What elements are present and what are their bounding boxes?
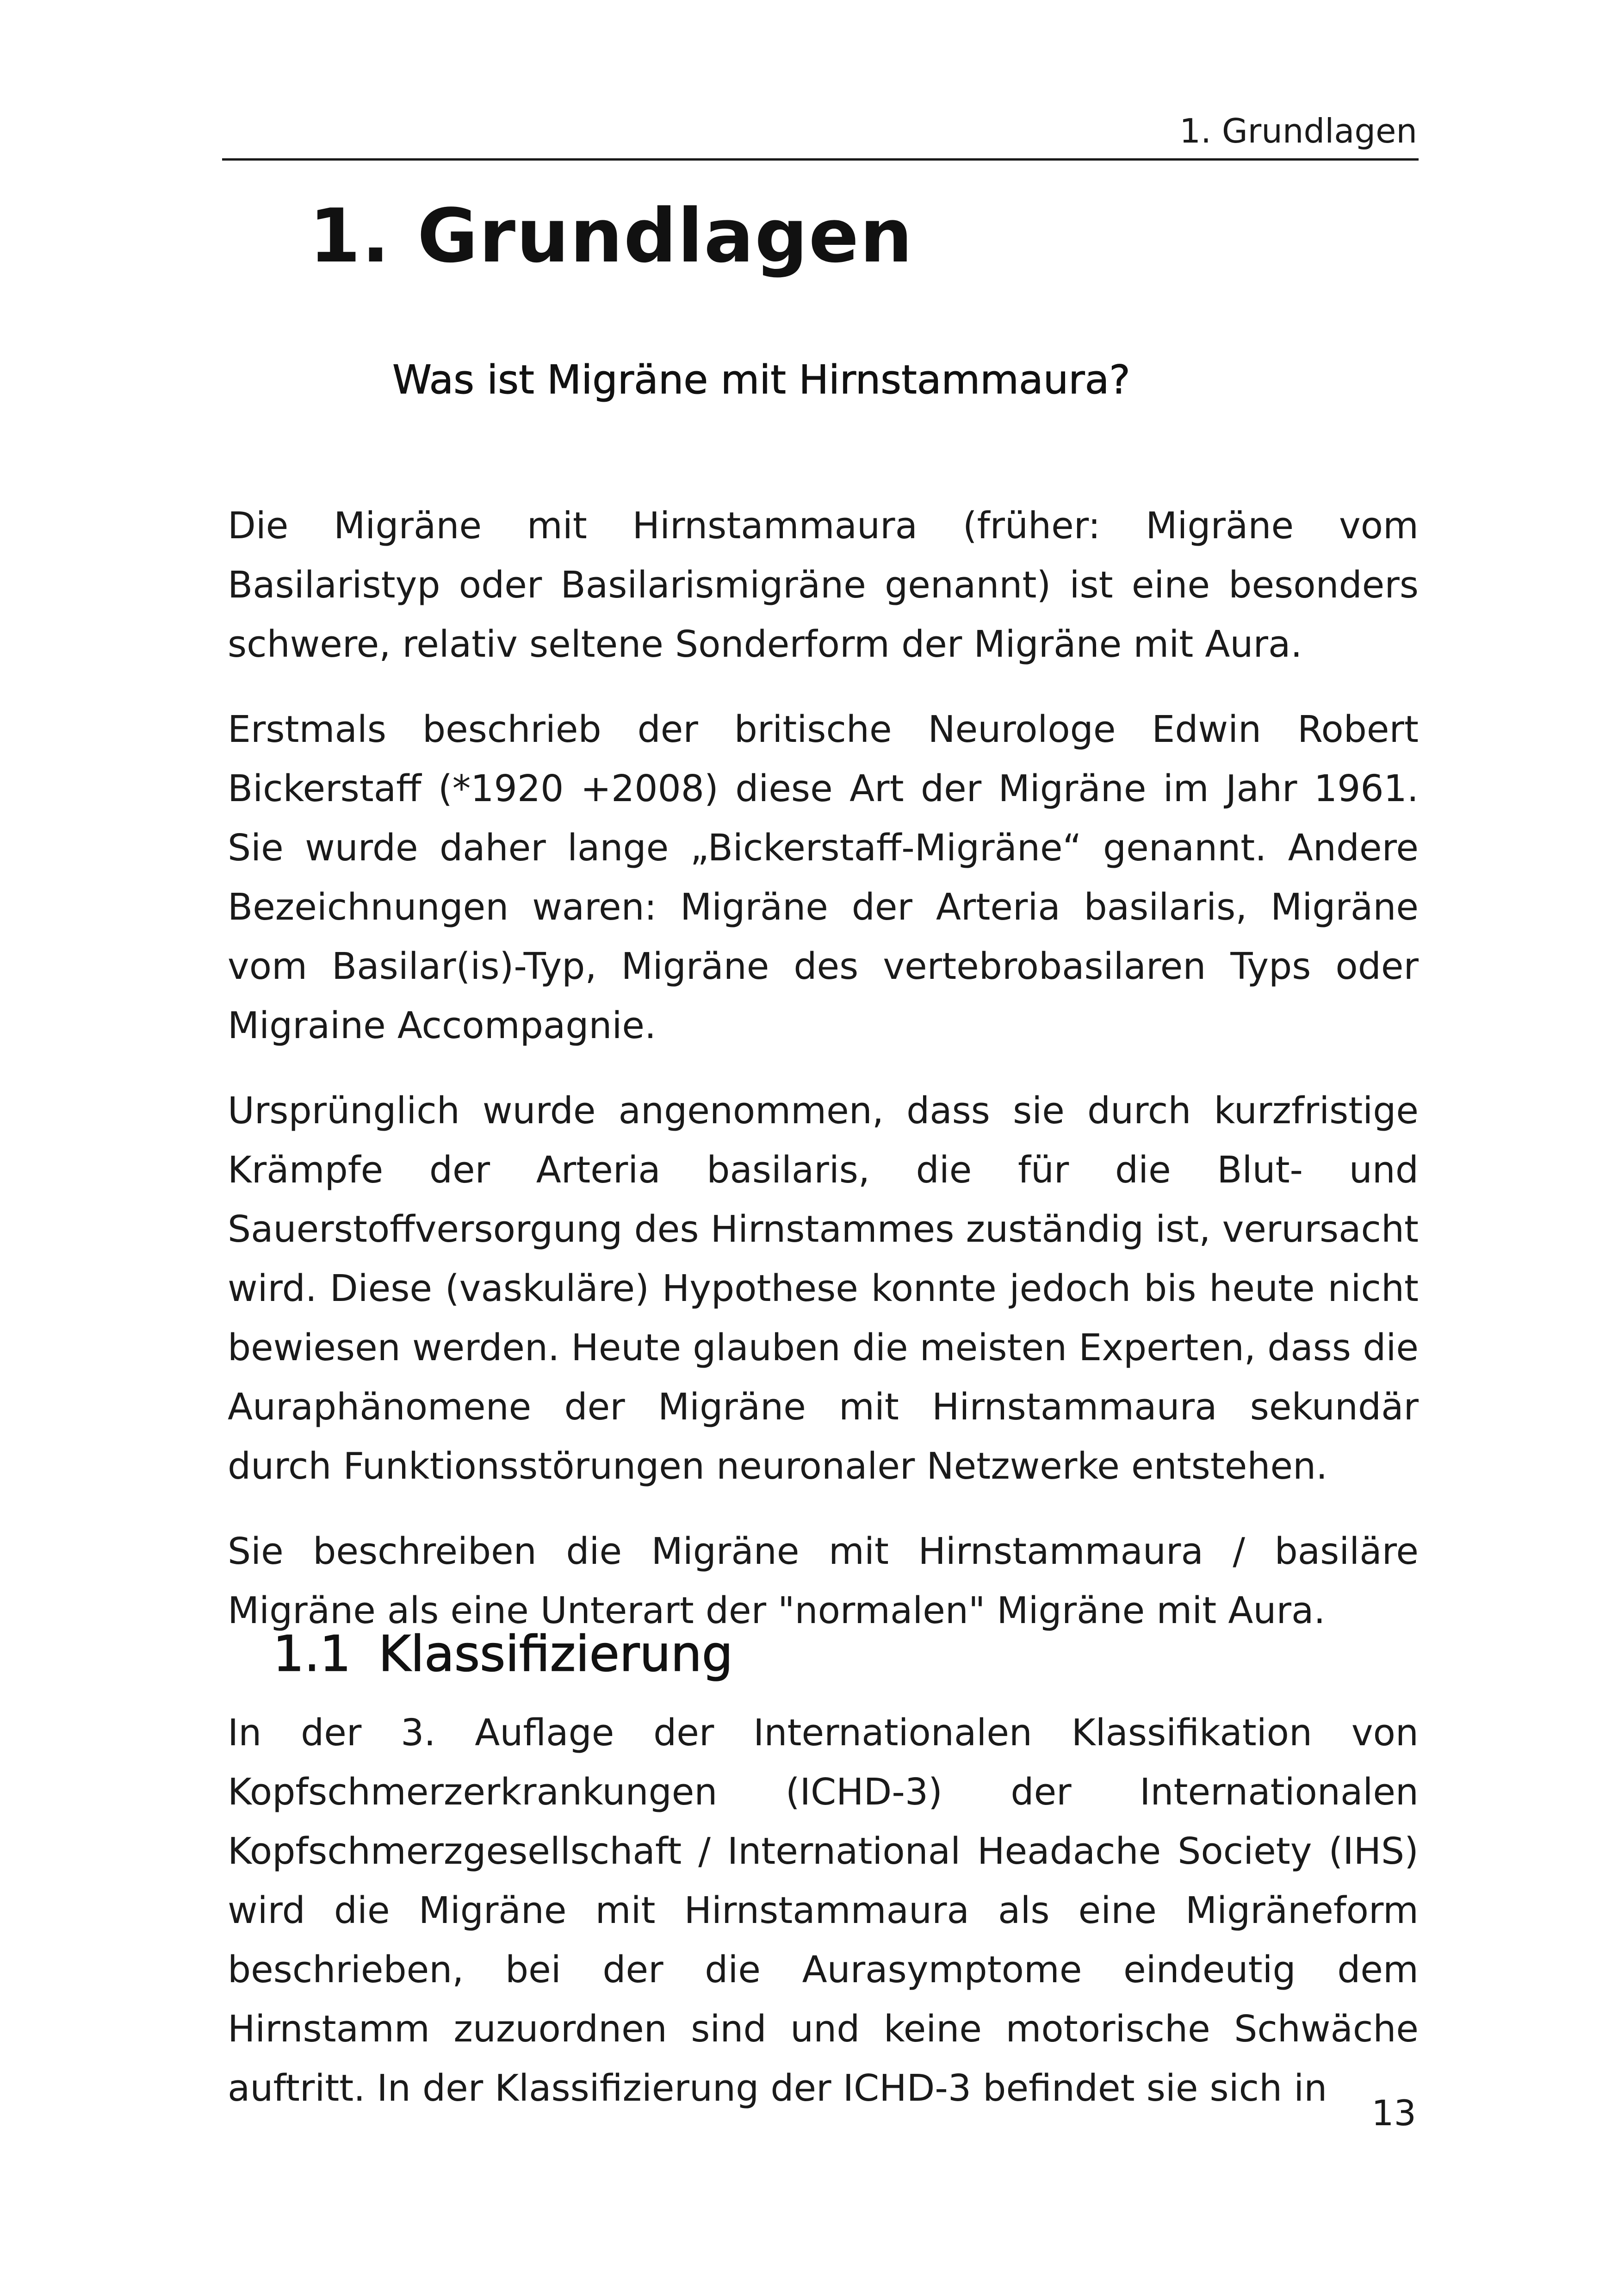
paragraph: Die Migräne mit Hirnstammaura (früher: Migräne vom Basilaristyp oder Basilarismigräne genannt) ist eine besonders schwere, relativ seltene Sonderform der Migräne mit Aura. bbox=[228, 504, 1419, 666]
running-header: 1. Grundlagen bbox=[1179, 112, 1417, 150]
paragraph: In der 3. Auflage der Internationalen Klassifikation von Kopfschmerzerkrankungen (ICHD-3) der Internationalen Kopfschmerzgesellschaft / International Headache Society (IHS) wird die Migräne mit Hirnstammaura als eine Migräneform beschrieben, bei der die Aurasymptome eindeutig dem Hirnstamm zuzuordnen sind und keine motorische Schwäche auftritt. In der Klassifizierung der ICHD-3 befindet sie sich in bbox=[228, 1711, 1419, 2109]
page-number: 13 bbox=[1371, 2092, 1416, 2134]
section-body bbox=[228, 1703, 1419, 2118]
chapter-subtitle: Was ist Migräne mit Hirnstammaura? bbox=[392, 357, 1130, 403]
paragraph: Ursprünglich wurde angenommen, dass sie durch kurzfristige Krämpfe der Arteria basilaris, die für die Blut- und Sauerstoffversorgung des Hirnstammes zuständig ist, verursacht wird. Diese (vaskuläre) Hypothese konnte jedoch bis heute nicht bewiesen werden. Heute glauben die meisten Experten, dass die Auraphänomene der Migräne mit Hirnstammaura sekundär durch Funktionsstörungen neuronaler Netzwerke entstehen. bbox=[228, 1089, 1419, 1487]
header-rule bbox=[222, 158, 1419, 161]
paragraph: Sie beschreiben die Migräne mit Hirnstammaura / basiläre Migräne als eine Unterart der "normalen" Migräne mit Aura. bbox=[228, 1530, 1419, 1632]
section-title: Klassifizierung bbox=[378, 1625, 733, 1682]
section-number: 1.1 bbox=[273, 1625, 351, 1682]
section-heading bbox=[273, 1624, 733, 1683]
chapter-title: 1. Grundlagen bbox=[309, 193, 914, 279]
intro-text bbox=[228, 496, 1419, 1666]
paragraph: Erstmals beschrieb der britische Neurologe Edwin Robert Bickerstaff (*1920 +2008) diese Art der Migräne im Jahr 1961. Sie wurde daher lange „Bickerstaff-Migräne“ genannt. Andere Bezeichnungen waren: Migräne der Arteria basilaris, Migräne vom Basilar(is)-Typ, Migräne des vertebrobasilaren Typs oder Migraine Accompagnie. bbox=[228, 708, 1419, 1047]
